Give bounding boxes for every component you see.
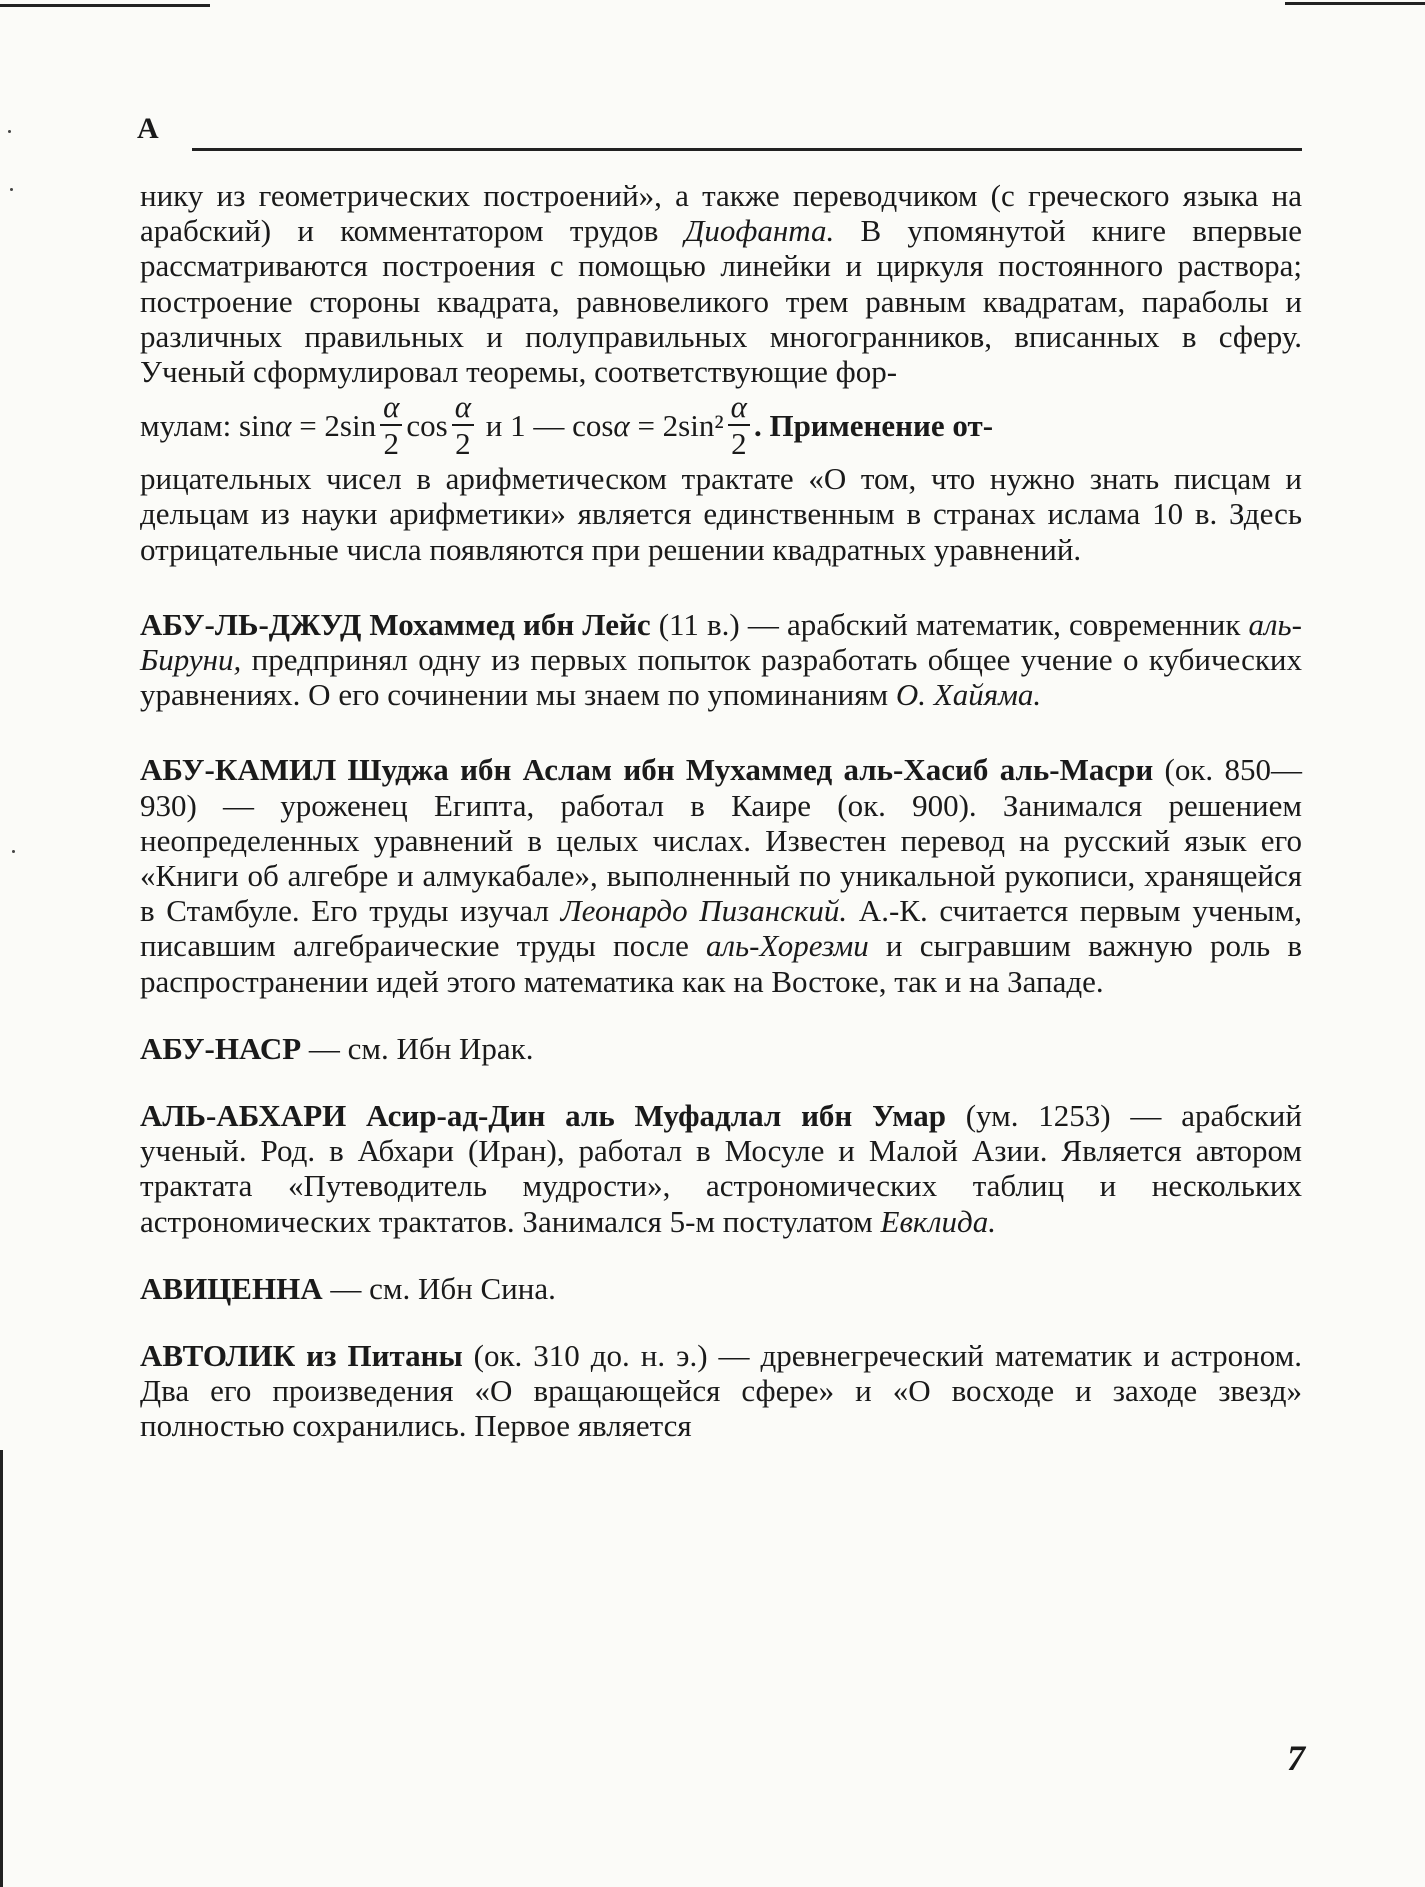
formula-prefix: мулам: [140,407,232,443]
formula-alpha: α [275,407,292,443]
entry-term: АВИЦЕННА [140,1270,323,1306]
entry-text: (ок. 850—930) — уроженец Египта, работал в Каире (ок. 900). Занимался решением неопределенных уравнений в целых числах. Известен перевод на русский язык его «Книги об алгебре и алмукабале», выполненный по уникальной рукописи, хранящейся в Стамбуле. Его труды изучал [140,752,1303,929]
dictionary-entry [140,1338,1302,1444]
entry-text: — см. Ибн Сина. [322,1270,556,1306]
fraction-alpha-over-two [380,389,402,462]
top-edge-rule-right [1285,2,1425,5]
entry-term: АЛЬ-АБХАРИ Асир-ад-Дин аль Муфадлал ибн Умар [140,1098,946,1134]
cross-reference[interactable]: аль-Хорезми [706,928,869,964]
header-rule [192,148,1302,151]
fraction-denominator: 2 [455,426,471,462]
dictionary-entry [140,1271,1302,1306]
fraction-alpha-over-two [452,389,474,462]
entry-text: предпринял одну из первых попыток разработать общее учение о кубических уравнениях. О его сочинении мы знаем по упоминаниям [140,642,1302,713]
intro-text: В упомянутой книге впервые рассматриваются построения с помощью линейки и циркуля постоянного раствора; построение стороны квадрата, равновеликого трем равным квадратам, параболы и различных правильных и полуправильных многогранников, вписанных в сферу. Ученый сформулировал теоремы, соответствующие фор- [140,213,1302,390]
formula [140,389,1302,461]
fraction-denominator: 2 [383,426,399,462]
dictionary-entry [140,1098,1302,1239]
entry-text: (ум. 1253) — арабский ученый. Род. в Абхари (Иран), работал в Мосуле и Малой Азии. Является автором трактата «Путеводитель мудрости», астрономических таблиц и нескольких астрономических трактатов. Занимался 5-м постулатом [140,1098,1302,1239]
fraction-numerator: α [728,391,750,426]
entry-term: АБУ-КАМИЛ Шуджа ибн Аслам ибн Мухаммед аль-Хасиб аль-Масри [140,752,1154,788]
fraction-alpha-over-two [728,389,750,462]
cross-reference[interactable]: О. Хайяма. [895,677,1042,713]
scan-speck [8,130,11,133]
entry-term: АБУ-ЛЬ-ДЖУД Мохаммед ибн Лейс [140,606,651,642]
formula-tail: . Применение от- [753,407,994,443]
entry-text: и сыгравшим важную роль в распространении идей этого математика как на Востоке, так и на Западе. [140,928,1303,999]
formula-one-minus-cos: 1 — cos [510,407,614,443]
entry-text: — см. Ибн Ирак. [301,1030,534,1066]
margin-rule [0,1450,3,1887]
fraction-numerator: α [452,391,474,426]
dictionary-entry [140,607,1302,713]
formula-cos: cos [406,407,448,443]
page-number: 7 [1287,1738,1305,1778]
entry-text: (11 в.) — арабский математик, современник [650,606,1249,642]
formula-equals-two-sin-sq: = 2sin² [637,407,724,443]
entry-term: АВТОЛИК из Питаны [140,1338,463,1374]
cross-reference[interactable]: Евклида. [880,1203,996,1239]
scan-speck [12,850,15,853]
scan-speck [10,188,13,191]
entry-text: (ок. 310 до. н. э.) — древнегреческий математик и астроном. Два его произведения «О вращающейся сфере» и «О восходе и заходе звезд» полностью сохранились. Первое является [140,1338,1302,1444]
dictionary-entry [140,752,1302,998]
dictionary-entry [140,1031,1302,1066]
intro-continuation: рицательных чисел в арифметическом трактате «О том, что нужно знать писцам и дельцам из науки арифметики» является единственным в странах ислама 10 в. Здесь отрицательные числа появляются при решении квадратных уравнений. [140,461,1302,567]
cross-reference[interactable]: аль-Бируни, [140,606,1302,678]
formula-equals-two-sin: = 2sin [299,407,377,443]
cross-reference[interactable]: Леонардо Пизанский. [560,893,848,929]
entry-text: А.-К. считается первым ученым, писавшим алгебраические труды после [140,893,1302,964]
section-letter: А [137,112,159,145]
formula-and: и [485,407,503,443]
fraction-numerator: α [380,391,402,426]
intro-text: нику из геометрических построений», а также переводчиком (с греческого языка на арабский) и комментатором трудов [140,178,1302,249]
cross-reference[interactable]: Диофанта. [684,213,835,249]
formula-sin: sin [238,407,276,443]
intro-paragraph [140,178,1302,389]
fraction-denominator: 2 [731,426,747,462]
top-edge-rule-left [0,4,210,7]
formula-alpha: α [613,407,630,443]
entry-term: АБУ-НАСР [140,1030,302,1066]
page-body [140,178,1302,1444]
